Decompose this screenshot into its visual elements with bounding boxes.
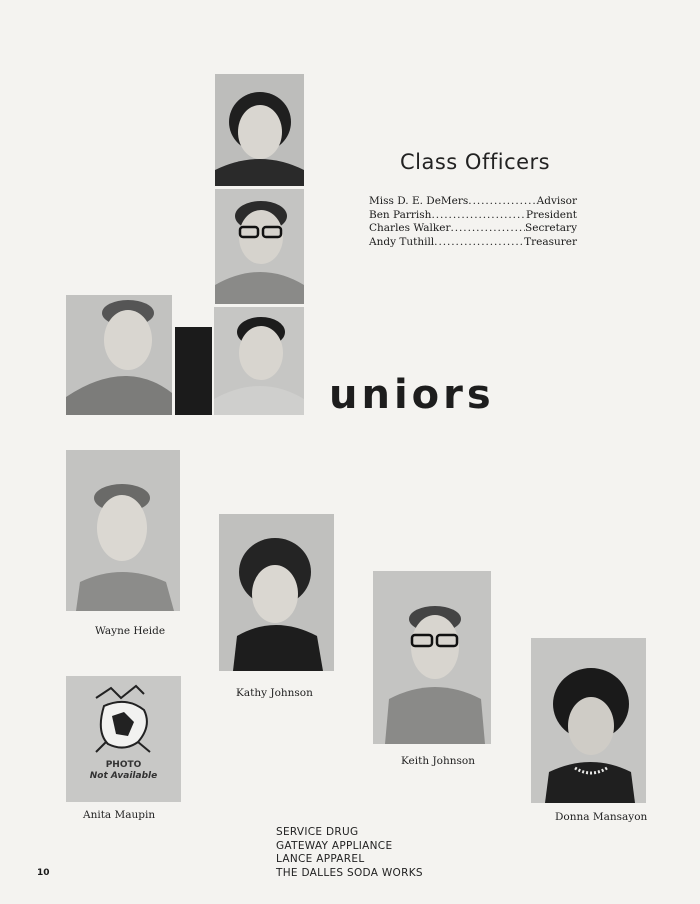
decorative-letter-j [175, 327, 212, 415]
officer-name: Charles Walker [369, 222, 451, 234]
student-caption: Kathy Johnson [236, 687, 313, 699]
placeholder-label [66, 760, 181, 782]
photo-not-available-placeholder [66, 676, 181, 802]
officer-role: Treasurer [524, 235, 577, 248]
sponsor-item: THE DALLES SODA WORKS [276, 866, 423, 879]
student-photo-kathy-johnson [219, 514, 334, 671]
officer-photo-treasurer [214, 307, 304, 415]
officer-photo-advisor [215, 74, 304, 186]
officer-name: Andy Tuthill [369, 235, 435, 248]
student-photo-keith-johnson [373, 571, 491, 744]
sponsor-item: SERVICE DRUG [276, 826, 359, 838]
sponsor-item: GATEWAY APPLIANCE [276, 839, 393, 852]
student-caption: Wayne Heide [95, 625, 166, 637]
officer-name: Miss D. E. DeMers [369, 195, 469, 207]
placeholder-line2: Not Available [89, 771, 158, 781]
sponsor-item: LANCE APPAREL [276, 853, 365, 865]
student-photo-donna-mansayon [531, 638, 646, 803]
officer-role: President [526, 208, 577, 221]
officer-photo-secretary [66, 295, 172, 415]
student-caption: Anita Maupin [83, 809, 156, 821]
officer-row [369, 195, 577, 209]
officers-heading: Class Officers [400, 150, 551, 174]
student-caption: Donna Mansayon [555, 811, 648, 823]
officer-row [369, 209, 577, 223]
officer-photo-president [215, 189, 304, 304]
cartoon-icon [66, 676, 181, 756]
officer-role: Advisor [536, 195, 577, 207]
placeholder-line1: PHOTO [105, 760, 142, 770]
officer-row [369, 222, 577, 236]
officers-list [369, 195, 577, 249]
student-photo-wayne-heide [66, 450, 180, 611]
page-number: 10 [37, 868, 50, 878]
sponsors-list [276, 826, 423, 880]
student-caption: Keith Johnson [401, 755, 475, 767]
officer-name: Ben Parrish [369, 208, 432, 221]
officer-role: Secretary [525, 222, 577, 234]
section-title: uniors [329, 372, 495, 418]
officer-row [369, 236, 577, 250]
